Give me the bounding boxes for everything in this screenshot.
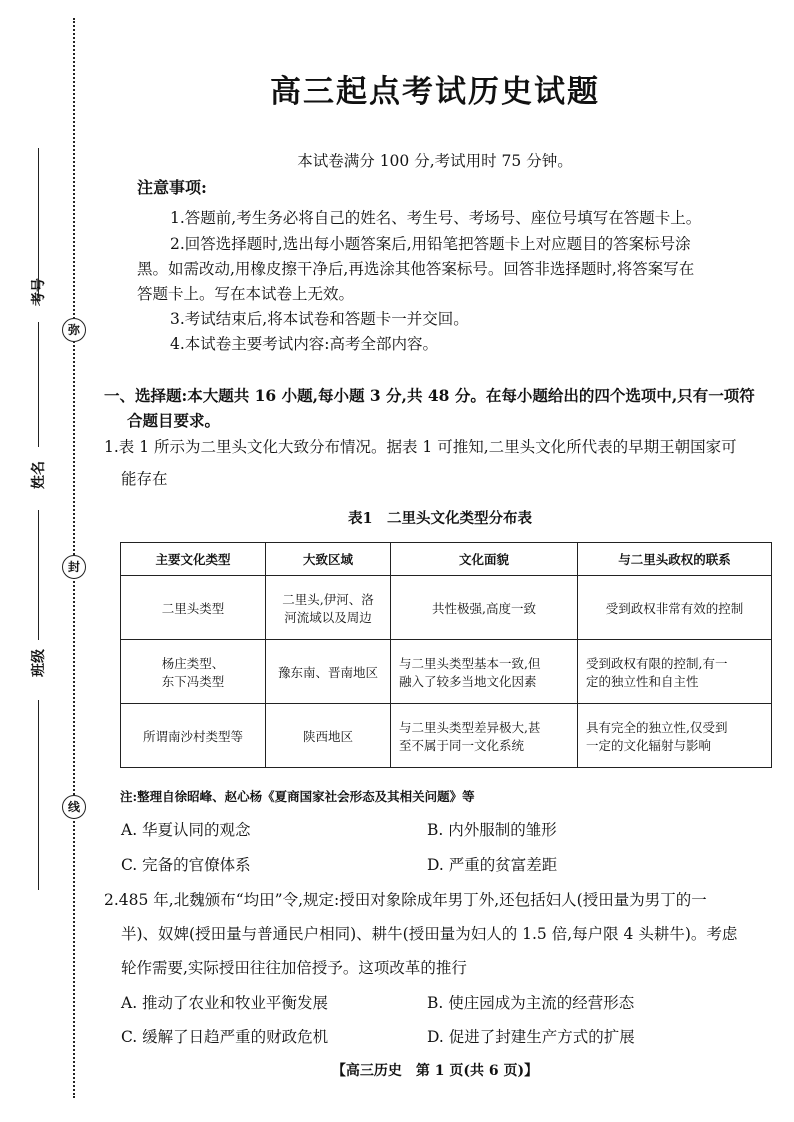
q1-stem-line2: 能存在 <box>121 470 168 488</box>
table-header-cell: 文化面貌 <box>391 543 578 576</box>
cell-line: 至不属于同一文化系统 <box>399 737 525 753</box>
table-header-cell: 大致区域 <box>266 543 391 576</box>
table-cell <box>266 576 391 640</box>
notice-heading: 注意事项: <box>137 178 207 197</box>
page-title: 高三起点考试历史试题 <box>270 74 600 110</box>
section-heading-line2: 合题目要求。 <box>127 411 221 430</box>
table-cell <box>391 704 578 768</box>
table-cell: 受到政权非常有效的控制 <box>578 576 772 640</box>
notice-item-4: 4.本试卷主要考试内容:高考全部内容。 <box>170 335 439 353</box>
page-footer: 【高三历史 第 1 页(共 6 页)】 <box>331 1063 539 1079</box>
exam-number-label: 考号 <box>31 278 47 306</box>
table-cell: 二里头类型 <box>121 576 266 640</box>
cell-line: 二里头,伊河、洛 <box>282 591 374 607</box>
notice-item-2-line3: 答题卡上。写在本试卷上无效。 <box>137 285 355 303</box>
cell-line: 具有完全的独立性,仅受到 <box>586 719 728 735</box>
table-header-row <box>121 543 772 576</box>
table-caption: 表1 二里头文化类型分布表 <box>347 510 533 527</box>
cell-line: 河流域以及周边 <box>284 609 372 625</box>
cell-line: 定的独立性和自主性 <box>586 673 699 689</box>
section-heading-line1: 一、选择题:本大题共 16 小题,每小题 3 分,共 48 分。在每小题给出的四个选项中,只有一项符 <box>104 386 755 405</box>
cell-line: 受到政权有限的控制,有一 <box>586 655 728 671</box>
q1-option-d: D. 严重的贫富差距 <box>427 856 558 874</box>
q2-option-c: C. 缓解了日趋严重的财政危机 <box>121 1028 329 1046</box>
notice-item-1: 1.答题前,考生务必将自己的姓名、考生号、考场号、座位号填写在答题卡上。 <box>170 209 702 227</box>
name-label: 姓名 <box>31 461 47 489</box>
q2-stem-line1: 2.485 年,北魏颁布“均田”令,规定:授田对象除成年男丁外,还包括妇人(授田量为男丁的一 <box>104 891 707 909</box>
class-line <box>38 700 39 890</box>
table-row <box>121 576 772 640</box>
q1-option-c: C. 完备的官僚体系 <box>121 856 251 874</box>
q1-option-b: B. 内外服制的雏形 <box>427 821 557 839</box>
exam-intro: 本试卷满分 100 分,考试用时 75 分钟。 <box>297 152 573 170</box>
culture-distribution-table <box>120 542 772 768</box>
cell-line: 杨庄类型、 <box>161 655 225 671</box>
table-header-cell: 与二里头政权的联系 <box>578 543 772 576</box>
cell-line: 一定的文化辐射与影响 <box>586 737 712 753</box>
table-row <box>121 704 772 768</box>
q2-stem-line3: 轮作需要,实际授田往往加倍授予。这项改革的推行 <box>121 959 467 977</box>
seal-mi: 弥 <box>62 318 86 342</box>
q1-stem-line1: 1.表 1 所示为二里头文化大致分布情况。据表 1 可推知,二里头文化所代表的早期王朝国家可 <box>104 438 737 456</box>
class-label: 班级 <box>31 649 47 677</box>
q1-option-a: A. 华夏认同的观念 <box>121 821 251 839</box>
q2-option-a: A. 推动了农业和牧业平衡发展 <box>121 994 329 1012</box>
name-line-upper <box>38 322 39 447</box>
table-note: 注:整理自徐昭峰、赵心杨《夏商国家社会形态及其相关问题》等 <box>120 789 475 804</box>
table-cell <box>578 704 772 768</box>
table-cell: 共性极强,高度一致 <box>391 576 578 640</box>
table-cell: 所谓南沙村类型等 <box>121 704 266 768</box>
table-row <box>121 640 772 704</box>
notice-item-2-line1: 2.回答选择题时,选出每小题答案后,用铅笔把答题卡上对应题目的答案标号涂 <box>170 235 691 253</box>
table-cell: 陕西地区 <box>266 704 391 768</box>
table-cell <box>121 640 266 704</box>
cell-line: 东下冯类型 <box>161 673 225 689</box>
q2-stem-line2: 半)、奴婢(授田量与普通民户相同)、耕牛(授田量为妇人的 1.5 倍,每户限 4 头耕牛)。考虑 <box>121 925 738 943</box>
table-cell <box>391 640 578 704</box>
seal-feng: 封 <box>62 555 86 579</box>
table-cell <box>578 640 772 704</box>
q2-option-b: B. 使庄园成为主流的经营形态 <box>427 994 635 1012</box>
notice-item-2-line2: 黑。如需改动,用橡皮擦干净后,再选涂其他答案标号。回答非选择题时,将答案写在 <box>137 260 695 278</box>
cell-line: 与二里头类型差异极大,甚 <box>399 719 541 735</box>
table-header-cell: 主要文化类型 <box>121 543 266 576</box>
seal-xian: 线 <box>62 795 86 819</box>
cell-line: 融入了较多当地文化因素 <box>399 673 537 689</box>
notice-item-3: 3.考试结束后,将本试卷和答题卡一并交回。 <box>170 310 469 328</box>
q2-option-d: D. 促进了封建生产方式的扩展 <box>427 1028 635 1046</box>
cell-line: 与二里头类型基本一致,但 <box>399 655 541 671</box>
table-cell: 豫东南、晋南地区 <box>266 640 391 704</box>
